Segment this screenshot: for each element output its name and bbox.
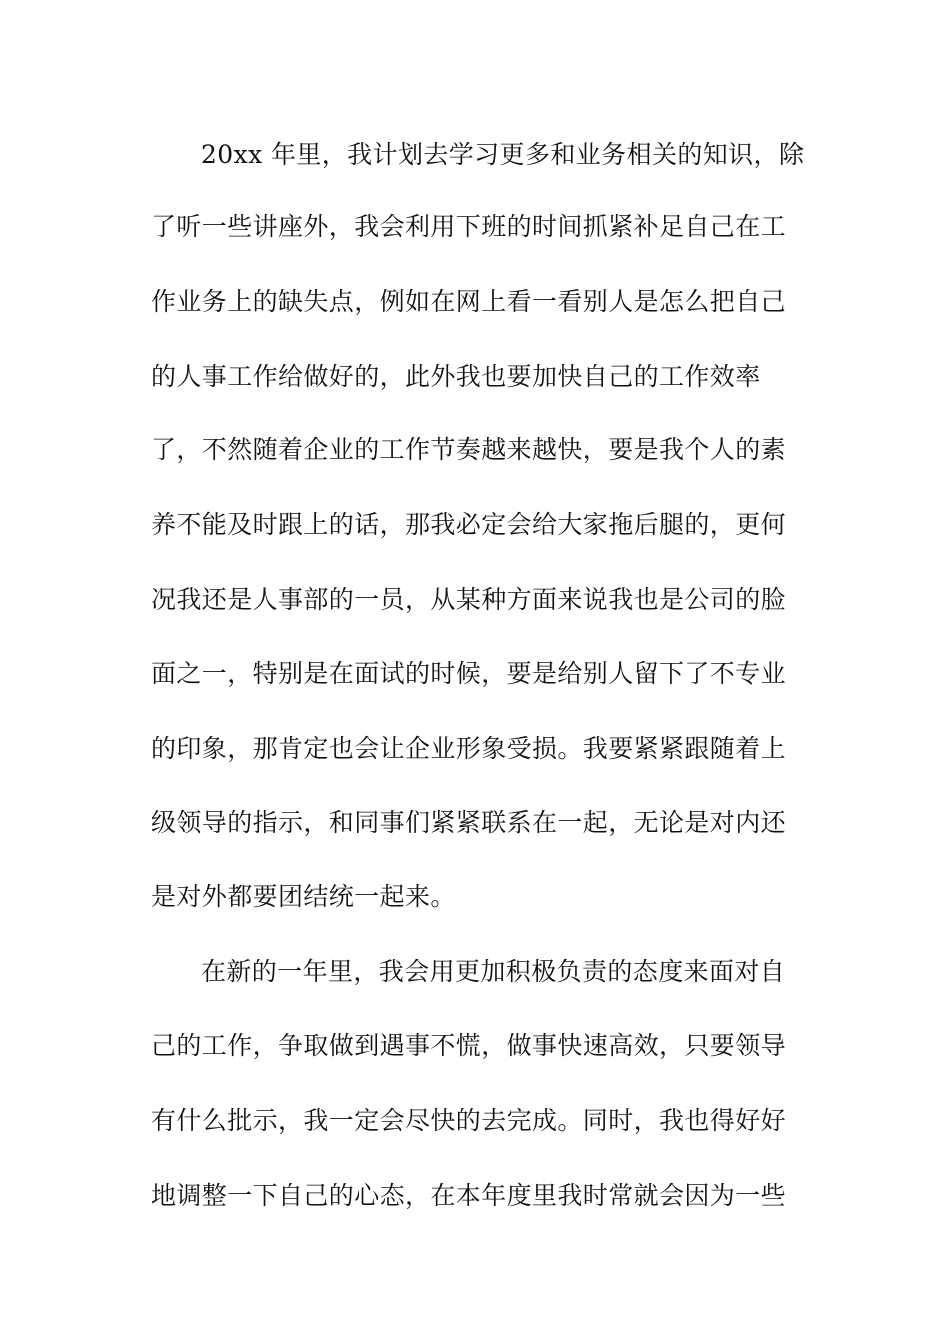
text-line: 级领导的指示，和同事们紧紧联系在一起，无论是对内还 (151, 808, 787, 837)
text-line: 是对外都要团结统一起来。 (151, 882, 456, 911)
text-line: 况我还是人事部的一员，从某种方面来说我也是公司的脸 (151, 585, 787, 614)
text-line: 作业务上的缺失点，例如在网上看一看别人是怎么把自己 (151, 287, 787, 316)
text-line: 养不能及时跟上的话，那我必定会给大家拖后腿的，更何 (151, 510, 787, 539)
text-line: 20xx 年里，我计划去学习更多和业务相关的知识，除 (201, 140, 805, 169)
text-line: 的人事工作给做好的，此外我也要加快自己的工作效率 (151, 362, 761, 391)
text-line: 了，不然随着企业的工作节奏越来越快，要是我个人的素 (151, 435, 787, 464)
text-line: 面之一，特别是在面试的时候，要是给别人留下了不专业 (151, 659, 787, 688)
text-line: 了听一些讲座外，我会利用下班的时间抓紧补足自己在工 (151, 212, 787, 241)
text-line: 的印象，那肯定也会让企业形象受损。我要紧紧跟随着上 (151, 734, 787, 763)
text-line: 在新的一年里，我会用更加积极负责的态度来面对自 (201, 957, 786, 986)
text-line: 地调整一下自己的心态，在本年度里我时常就会因为一些 (151, 1181, 787, 1210)
text-line: 己的工作，争取做到遇事不慌，做事快速高效，只要领导 (151, 1031, 787, 1060)
text-line: 有什么批示，我一定会尽快的去完成。同时，我也得好好 (151, 1106, 787, 1135)
